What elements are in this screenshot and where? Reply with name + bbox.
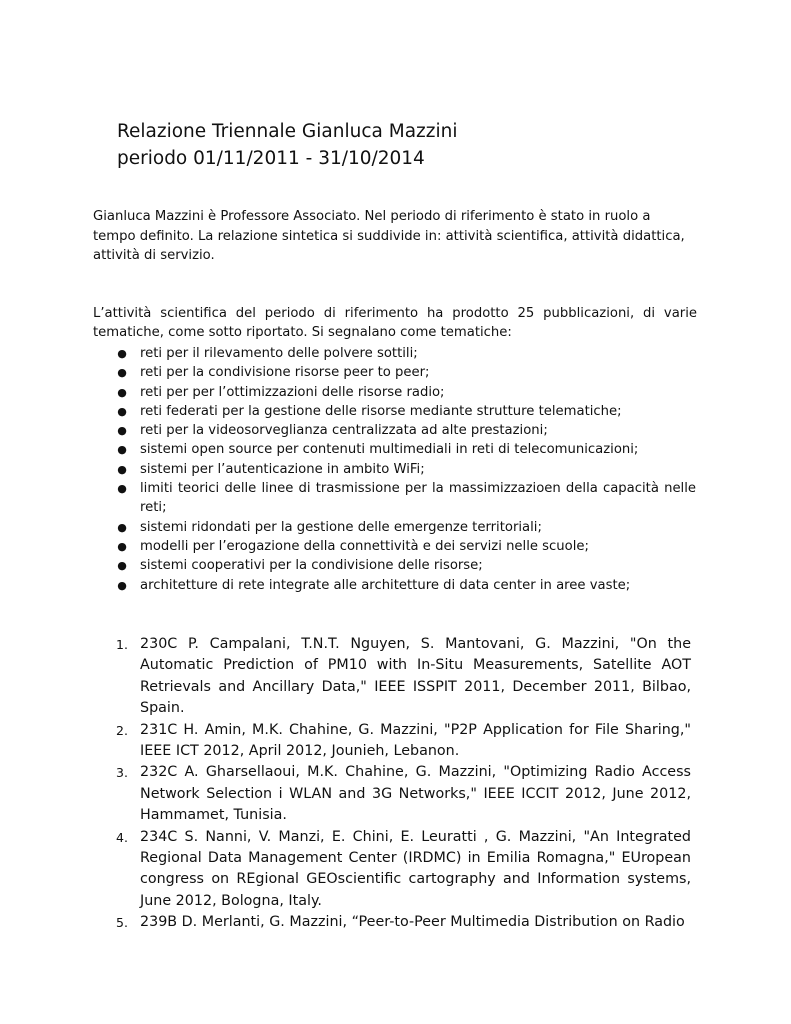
publication-number: 3. [116,765,128,781]
document-title [117,118,457,172]
topic-item [116,402,696,421]
publication-item [116,827,691,913]
publication-number: 1. [116,637,128,652]
topic-item [116,556,696,575]
bullet-icon: ● [117,347,127,360]
topic-text: sistemi open source per contenuti multimediali in reti di telecomunicazioni; [140,442,639,458]
topic-item [116,383,696,402]
topic-item [116,518,696,537]
bullet-icon: ● [117,559,127,573]
bullet-icon: ● [117,443,127,457]
topic-item [116,537,696,556]
topic-text: reti federati per la gestione delle risorse mediante strutture telematiche; [140,403,622,419]
bullet-icon: ● [117,520,127,534]
topic-text: limiti teorici delle linee di trasmissione per la massimizzazioen della capacità nelle reti; [140,481,696,516]
title-line-1: Relazione Triennale Gianluca Mazzini [117,121,458,142]
topic-item [116,363,696,382]
publication-text: 239B D. Merlanti, G. Mazzini, “Peer-to-Peer Multimedia Distribution on Radio [140,914,685,931]
publication-text: 232C A. Gharsellaoui, M.K. Chahine, G. Mazzini, "Optimizing Radio Access Network Selection i WLAN and 3G Networks," IEEE ICCIT 2012, June 2012, Hammamet, Tunisia. [140,764,691,824]
publication-number: 2. [116,722,128,738]
bullet-icon: ● [117,578,127,592]
bullet-icon: ● [117,482,127,496]
topic-item [116,479,696,518]
topic-text: reti per la condivisione risorse peer to peer; [140,365,430,381]
topic-text: sistemi per l’autenticazione in ambito WiFi; [140,461,425,477]
bullet-icon: ● [117,385,127,399]
topic-text: reti per per l’ottimizzazioni delle risorse radio; [140,384,445,400]
publication-text: 230C P. Campalani, T.N.T. Nguyen, S. Mantovani, G. Mazzini, "On the Automatic Prediction of PM10 with In-Situ Measurements, Satellite AOT Retrievals and Ancillary Data," IEEE ISSPIT 2011, December 2011, Bilbao, Spain. [140,636,691,717]
topic-text: reti per il rilevamento delle polvere sottili; [140,346,418,361]
bullet-icon: ● [117,462,127,476]
title-line-2: periodo 01/11/2011 - 31/10/2014 [117,148,425,169]
topic-item [116,576,696,595]
topic-text: sistemi ridondati per la gestione delle emergenze territoriali; [140,519,542,535]
bullet-icon: ● [117,539,127,553]
topic-text: architetture di rete integrate alle architetture di data center in aree vaste; [140,577,631,593]
topic-item [116,440,696,459]
publications-list [116,634,691,934]
topics-list [116,344,696,595]
publication-number: 5. [116,915,128,931]
intro-paragraph: Gianluca Mazzini è Professore Associato. Nel periodo di riferimento è stato in ruolo a tempo definito. La relazione sintetica si suddivide in: attività scientifica, attività didattica, attività di servizio. [93,209,685,263]
bullet-icon: ● [117,404,127,418]
publication-item [116,634,691,720]
topic-item [116,460,696,479]
publication-text: 231C H. Amin, M.K. Chahine, G. Mazzini, "P2P Application for File Sharing," IEEE ICT 2012, April 2012, Jounieh, Lebanon. [140,721,691,760]
topic-item [116,421,696,440]
bullet-icon: ● [117,366,127,380]
topic-item [116,344,696,363]
publication-item [116,720,691,763]
bullet-icon: ● [117,424,127,438]
topic-text: modelli per l’erogazione della connettività e dei servizi nelle scuole; [140,538,589,554]
publication-text: 234C S. Nanni, V. Manzi, E. Chini, E. Leuratti , G. Mazzini, "An Integrated Regional Data Management Center (IRDMC) in Emilia Romagna," EUropean congress on REgional GEOscientific cartography and Information systems, June 2012, Bologna, Italy. [140,828,691,909]
publication-item [116,762,691,826]
publication-item [116,912,691,933]
scientific-activity-paragraph: L’attività scientifica del periodo di riferimento ha prodotto 25 pubblicazioni, di varie tematiche, come sotto riportato. Si segnalano come tematiche: [93,306,697,340]
topic-text: reti per la videosorveglianza centralizzata ad alte prestazioni; [140,423,548,439]
topic-text: sistemi cooperativi per la condivisione delle risorse; [140,558,483,574]
publication-number: 4. [116,829,128,845]
